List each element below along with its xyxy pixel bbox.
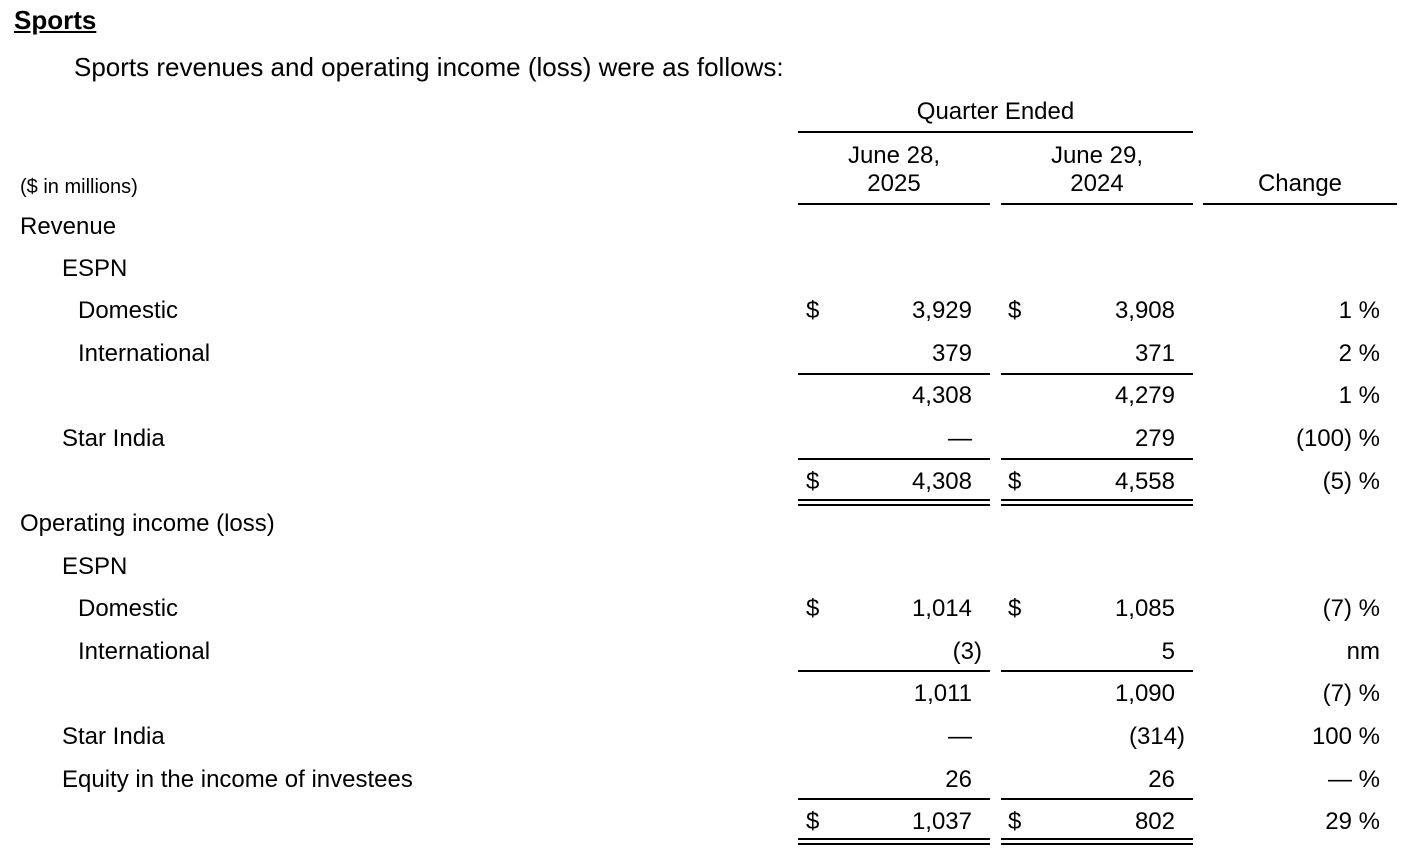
oi-subtotal-rule-c1 <box>798 670 990 672</box>
period-header: Quarter Ended <box>916 98 1075 125</box>
col2-value: 371 <box>1134 340 1175 367</box>
total-rule-c2 <box>1001 458 1193 460</box>
oi-total-rule-c2 <box>1001 798 1193 800</box>
col1-dollar-sign: $ <box>806 297 820 324</box>
change-value: 1 % <box>1338 297 1380 324</box>
revenue-double-rule-c2 <box>1001 499 1193 506</box>
col2-value: (314) <box>1128 723 1185 750</box>
col1-value: 1,014 <box>911 595 972 622</box>
total-rule-c1 <box>798 458 990 460</box>
col2-value: 802 <box>1134 808 1175 835</box>
col1-dollar-sign: $ <box>806 468 820 495</box>
row-label: International <box>78 638 211 665</box>
units-label: ($ in millions) <box>20 176 138 198</box>
col2-value: 279 <box>1134 425 1175 452</box>
col1-value: — <box>948 723 972 750</box>
col2-value: 3,908 <box>1114 297 1175 324</box>
change-value: (7) % <box>1322 680 1380 707</box>
change-value: 29 % <box>1325 808 1380 835</box>
change-value: 2 % <box>1338 340 1380 367</box>
change-value: (5) % <box>1322 468 1380 495</box>
row-label: Revenue <box>20 213 117 240</box>
revenue-double-rule-c1 <box>798 499 990 506</box>
col1-value: 379 <box>931 340 972 367</box>
col1-value: (3) <box>952 638 982 665</box>
row-label: International <box>78 340 211 367</box>
change-header: Change <box>1257 170 1343 197</box>
col2-dollar-sign: $ <box>1008 595 1022 622</box>
header-rule <box>798 131 1193 133</box>
col2-value: 26 <box>1148 766 1175 793</box>
col1-value: 4,308 <box>911 468 972 495</box>
row-label: Domestic <box>78 595 179 622</box>
col2-header-underline <box>1001 203 1193 205</box>
oi-total-rule-c1 <box>798 798 990 800</box>
col1-value: 1,011 <box>913 680 972 707</box>
change-value: (100) % <box>1295 425 1380 452</box>
col1-value: 3,929 <box>911 297 972 324</box>
col2-value: 4,279 <box>1114 382 1175 409</box>
oi-double-rule-c2 <box>1001 838 1193 845</box>
col2-header-line2: 2024 <box>1070 170 1124 197</box>
col1-value: — <box>948 425 972 452</box>
col1-dollar-sign: $ <box>806 808 820 835</box>
row-label: ESPN <box>62 553 128 580</box>
subtotal-rule-c1 <box>798 373 990 375</box>
intro-text: Sports revenues and operating income (loss) were as follows: <box>74 52 784 82</box>
col1-dollar-sign: $ <box>806 595 820 622</box>
section-title: Sports <box>14 5 97 35</box>
col1-value: 4,308 <box>911 382 972 409</box>
row-label: Domestic <box>78 297 179 324</box>
change-value: 1 % <box>1338 382 1380 409</box>
oi-subtotal-rule-c2 <box>1001 670 1193 672</box>
change-value: 100 % <box>1311 723 1380 750</box>
change-value: — % <box>1327 766 1380 793</box>
row-label: Star India <box>62 723 165 750</box>
change-value: (7) % <box>1322 595 1380 622</box>
col1-header-line1: June 28, <box>847 142 941 169</box>
row-label: Star India <box>62 425 165 452</box>
col2-value: 1,085 <box>1114 595 1175 622</box>
col2-value: 5 <box>1161 638 1175 665</box>
col1-value: 1,037 <box>911 808 972 835</box>
col1-header-line2: 2025 <box>867 170 921 197</box>
change-value: nm <box>1346 638 1380 665</box>
col2-dollar-sign: $ <box>1008 468 1022 495</box>
row-label: ESPN <box>62 255 128 282</box>
col1-header-underline <box>798 203 990 205</box>
row-label: Equity in the income of investees <box>62 766 413 793</box>
col2-header-line1: June 29, <box>1050 142 1144 169</box>
col2-value: 1,090 <box>1114 680 1175 707</box>
col1-value: 26 <box>945 766 972 793</box>
subtotal-rule-c2 <box>1001 373 1193 375</box>
change-header-underline <box>1203 203 1397 205</box>
col2-value: 4,558 <box>1114 468 1175 495</box>
col2-dollar-sign: $ <box>1008 808 1022 835</box>
oi-double-rule-c1 <box>798 838 990 845</box>
row-label: Operating income (loss) <box>20 510 275 537</box>
col2-dollar-sign: $ <box>1008 297 1022 324</box>
